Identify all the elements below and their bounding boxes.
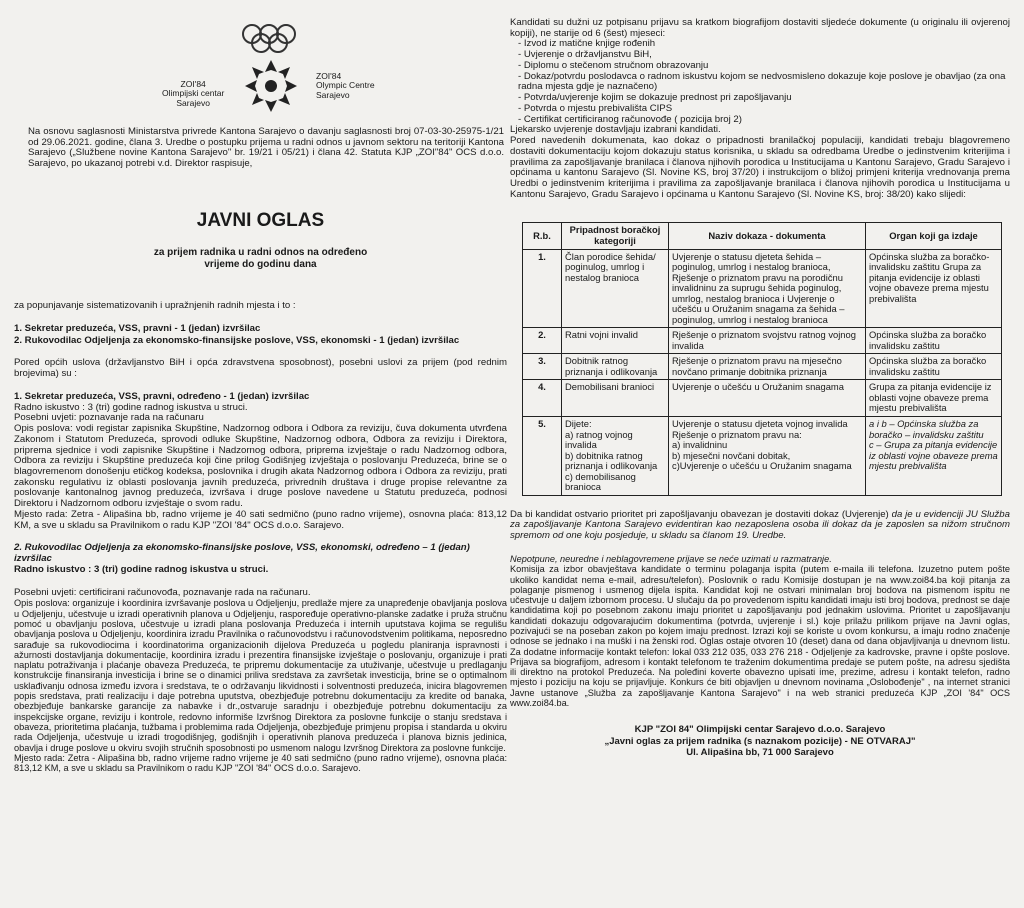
list-item: - Izvod iz matične knjige rođenih xyxy=(518,38,656,50)
position-list-item-2: 2. Rukovodilac Odjeljenja za ekonomsko-finansijske poslove, VSS, ekonomski - 1 (jedan) izvršilac xyxy=(14,334,460,346)
documents-intro: Kandidati su dužni uz potpisanu prijavu sa kratkom biografijom dostaviti sljedeće dokumente (u originalu ili ovjerenoj kopiji), ne starije od 6 (šest) mjeseci: xyxy=(510,17,1010,39)
position-1-place: Mjesto rada: Zetra - Alipašina bb, radno vrijeme je 40 sati sedmično (puno radno vrijeme), osnovna plaća: 813,12 KM, a sve u skladu sa Pravilnikom o radu KJP "ZOI '84" OCS d.o.o. Sarajevo. xyxy=(14,508,507,531)
priority-text: Pored navedenih dokumenata, kao dokaz o pripadnosti branilačkoj populaciji, kandidati trebaju blagovremeno dostaviti dokumentaciju kojom dokazuju status korisnika, u skladu sa odredbama Uredbe o jedinstvenim kriterijima i pravilima za zapošljavanje branilaca i članova njihovih porodica u Institucijama u Kantonu Sarajevo, Gradu Sarajevo i općinama u kantonu Sarajevo (Sl. Novine KS, broj 37/20) i instrukcijom o bližoj primjeni kriterija vrednovanja prema Uredbi o jedinstvenim kriterijima i pravilima za zapošljavanje branilaca i članova njihovih porodica u Institucijama u Kantonu Sarajevo, Gradu Sarajevo i općinama u Kantonu Sarajevo (Sl. Novine KS, broj: 38/20) kako slijedi: xyxy=(510,135,1010,200)
position-list-item-1: 1. Sekretar preduzeća, VSS, pravni - 1 (jedan) izvršilac xyxy=(14,322,261,334)
table-cell: Grupa za pitanja evidencije iz oblasti vojne obaveze prema mjestu prebivališta xyxy=(866,380,1002,417)
table-cell: Demobilisani branioci xyxy=(562,380,669,417)
table-cell: Općinska služba za boračko invalidsku zaštitu xyxy=(866,354,1002,380)
priority-note: Da bi kandidat ostvario prioritet pri zapošljavanju obavezan je dostaviti dokaz (Uvjerenje) da je u evidenciji JU Služba za zapošljavanje Kantona Sarajevo evidentiran kao nezaposlena osoba ili dokaz da je zaposlen sa nižom stručnom spremom od one koju posjeduje, u skladu sa članom 19. Uredbe. xyxy=(510,508,1010,542)
left-column xyxy=(14,0,507,773)
documents-list xyxy=(510,39,1010,125)
table-row xyxy=(523,416,1002,495)
right-column xyxy=(510,0,1010,759)
org-name-local: ZOI'84 Olimpijski centar Sarajevo xyxy=(162,79,225,108)
table-cell: 3. xyxy=(523,354,562,380)
list-item: - Diplomu o stečenom stručnom obrazovanju xyxy=(518,59,709,71)
table-row xyxy=(523,354,1002,380)
closing-note: Nepotpune, neuredne i neblagovremene prijave se neće uzimati u razmatranje. xyxy=(510,553,832,564)
documents-note: Ljekarsko uvjerenje dostavljaju izabrani kandidati. xyxy=(510,124,721,136)
table-cell: Uvjerenje o statusu djeteta vojnog invalida Rješenje o priznatom pravu na: a) invalidninu b) mjesečni novčani dobitak, c)Uvjerenje o učešću u Oružanim snagama xyxy=(669,416,866,495)
list-item: - Potvrda/uvjerenje kojim se dokazuje prednost pri zapošljavanju xyxy=(518,92,792,104)
org-name-english: ZOI'84 Olympic Centre Sarajevo xyxy=(316,71,375,100)
proof-table xyxy=(522,222,1002,495)
olympic-rings-logo xyxy=(242,24,312,52)
table-cell: Dijete: a) ratnog vojnog invalida b) dobitnika ratnog priznanja i odlikovanja c) demobilisanog branioca xyxy=(562,416,669,495)
table-cell: a i b – Općinska služba za boračko – invalidsku zaštitu c – Grupa za pitanja evidencije iz oblasti vojne obaveze prema mjestu prebivališta xyxy=(866,416,1002,495)
table-row xyxy=(523,328,1002,354)
footer-address: KJP "ZOI 84" Olimpijski centar Sarajevo d.o.o. Sarajevo „Javni oglas za prijem radnika (s naznakom pozicije) - NE OTVARAJ" Ul. Alipašina bb, 71 000 Sarajevo xyxy=(604,724,916,759)
table-header-row xyxy=(523,223,1002,249)
table-row xyxy=(523,249,1002,328)
closing-text: Komisija za izbor obavještava kandidate o terminu polaganja ispita (putem e-maila ili telefona. Izuzetno putem pošte ukoliko kandidat nema e-mail, adresu/telefon). Poslovnik o radu Komisije dostupan je na www.zoi84.ba koji pitanja za polaganje pismenog i usmenog dijela ispita. Kandidat koji ne ostvari minimalan broj bodova na pismenom ispitu ne učestvuje u daljem izbornom procesu. U slučaju da po provedenom ispitu kandidati imaju isti broj bodova, prednost se daje kandidatima koji po posebnom zakonu imaju prioritet u zapošljavanju pod jednakim uslovima. Prioritet u zapošljavanju kandidati dokazuju odgovarajućim dokumentima (potvrda, uvjerenje i sl.) koje prilažu prilikom prijave na Javni oglas, pozivajući se na poseban zakon po kojem imaju prednost. Izrazi koji se koriste u ovom konkursu, a imaju rodno značenje odnose se jednako i na muški i na ženski rod. Oglas ostaje otvoren 10 (deset) dana od dana objavljivanja u dnevnom listu. Za dodatne informacije kontakt telefon: lokal 033 212 035, 033 276 218 - Odjeljenje za kadrovske, pravne i opšte poslove. Prijava sa biografijom, adresom i kontakt telefonom te traženim dokumentima predaje se putem pošte, na adresu sjedišta ili direktno na protokol Preduzeća. Na poleđini koverte obavezno upisati ime, prezime, adresu i kontakt telefon, radno mjesto i poziciju na koju se prijavljuje. Konkurs će biti objavljen u dnevnom novinama „Oslobođenje" , na internet stranici Javne ustanove „Služba za zapošljavanje Kantona Sarajevo" i na web stranici preduzeća KJP „ZOI '84" OCS www.zoi84.ba. xyxy=(510,564,1010,709)
table-cell: 5. xyxy=(523,416,562,495)
table-header: Organ koji ga izdaje xyxy=(866,223,1002,249)
logo-header xyxy=(14,0,507,116)
table-header: Pripadnost boračkoj kategoriji xyxy=(562,223,669,249)
position-2-special: Posebni uvjeti: certificirani računovođa, poznavanje rada na računaru. xyxy=(14,586,311,598)
position-1-special: Posebni uvjeti: poznavanje rada na računaru xyxy=(14,412,204,424)
list-item: - Potvrda o mjestu prebivališta CIPS xyxy=(518,102,673,114)
list-item: - Certifikat certificiranog računovođe ( pozicija broj 2) xyxy=(518,113,742,125)
position-2-duties: Opis poslova: organizuje i koordinira izvršavanje poslova u Odjeljenju, predlaže mjere za unapređenje obavljanja poslova u Odjeljenju, učestvuje u izradi operativnih planova u Odjeljenju, raspoređuje operativno-planske zadatke i pruža stručnu pomoć u obavljanju poslova, učestvuje u izradi plana poslovanja Preduzeća i internih uputstava kojima se regulišu obavljanja poslova u Odjeljenju, koordinira izradu Pravilnika o računovodstvu i računovodstvenim politikama, neposredno sarađuje sa rukovodiocima i koordinatorima organizacionih dijelova Preduzeća u pogledu planiranja ispravnosti i ažurnosti dostavljanja dokumentacije, koordinira izradu i prezentira finansijske izvještaje o poslovanju, organizuje i prati naplatu potraživanja i plaćanje obaveza Preduzeća, te pripremu dokumentacije za utuživanje, učestvuje u predlaganju konstrukcije finansiranja investicija i brine se o dinamici priliva sredstava za završetak investicija, brine se o optimalnom usklađivanju odnosa između izvora i sredstava, te o održavanju likvidnosti i solventnosti preduzeća, inicira blagovremen popis sredstava, prati realizaciju i daje potrebna uputstva, obezbjeđuje potrebnu dokumentaciju za kredite od banaka, obezbjeđuje bankarske garancije za nabavke i dr.,ostvaruje saradnju i obezbjeđuje potrebnu dokumentaciju za inspekcijske organe, reviziju i kontrole, redovno informiše Izvršnog Direktora za poslovne funkcije o stanju sredstava i obaveza, prioritetima plaćanja, tužbama i problemima rada Odjeljenja, obezbjeđuje primjenu propisa i standarda u okviru rada Odjeljenja, učestvuje u izradi trogodišnjeg, godišnjih i operativnih planova preduzeća i planova biznis jedinica, obavlja i druge poslove u okviru svojih stručnih sposobnosti po usmenom nalogu Izvršnog Direktora za poslovne funkcije. xyxy=(14,598,507,753)
position-1-duties: Opis poslova: vodi registar zapisnika Skupštine, Nadzornog odbora i Odbora za reviziju, čuva dokumenta utvrđena Zakonom i Statutom Preduzeća, sprovodi odluke Skupštine, Nadzornog odbora, Odbora za reviziju i Direktora, priprema sjednice i vodi zapisnike Skupštine i Nadzornog odbora, priprema izvještaje o radu Nadzornog odbora, Odbora za reviziju i Skupštine preduzeća koji čine prilog Godišnjeg izvještaja o poslovanju Preduzeća, brine se o blagovremenom donošenju etičkog kodeksa, poslovnika i drugih akata Nadzornog odbora i Odbora za reviziju, prati zakonsku regulativu iz oblasti poslovanja javnih preduzeća, privrednih društava i druge propise relevantne za poslovanje kantonalnog javnog preduzeća, izvršava i druge poslove navedene u Statutu preduzeća, podnosi Direktoru i Nadzornom odboru izvještaje o svom radu. xyxy=(14,423,507,510)
table-cell: Uvjerenje o učešću u Oružanim snagama xyxy=(669,380,866,417)
list-item: - Dokaz/potvrdu poslodavca o radnom iskustvu kojom se nedvosmisleno dokazuje koje poslove je obavljao (za ona radna mjesta gdje je naznačeno) xyxy=(518,70,1006,93)
position-1-experience: Radno iskustvo : 3 (tri) godine radnog iskustva u struci. xyxy=(14,401,248,413)
table-cell: 1. xyxy=(523,249,562,328)
table-cell: Uvjerenje o statusu djeteta šehida – poginulog, umrlog i nestalog branioca, Rješenje o priznatom pravu na porodičnu invalidninu za suprugu šehida poginulog, umrlog, nestalog branioca i Uvjerenje o učešću u Oružanim snagama za šehida – poginulog, umrlog i nestalog branioca xyxy=(669,249,866,328)
subtitle: za prijem radnika u radni odnos na određeno vrijeme do godinu dana xyxy=(153,247,368,271)
table-cell: Rješenje o priznatom pravu na mjesečno novčano primanje dobitnika priznanja xyxy=(669,354,866,380)
position-2-place: Mjesto rada: Zetra - Alipašina bb, radno vrijeme radno vrijeme je 40 sati sedmično (puno radno vrijeme), osnovna plaća: 813,12 KM, a sve u skladu sa Pravilnikom o radu KJP "ZOI '84" OCS d.o.o. Sarajevo. xyxy=(14,752,507,774)
table-row xyxy=(523,380,1002,417)
table-cell: Općinska služba za boračko-invalidsku zaštitu Grupa za pitanja evidencije iz oblasti vojne obaveze prema mjestu prebivališta xyxy=(866,249,1002,328)
position-2-experience: Radno iskustvo : 3 (tri) godine radnog iskustva u struci. xyxy=(14,563,269,575)
zoi-emblem-logo xyxy=(243,58,299,114)
table-cell: Član porodice šehida/ poginulog, umrlog i nestalog branioca xyxy=(562,249,669,328)
page-title: JAVNI OGLAS xyxy=(196,209,325,231)
table-cell: Ratni vojni invalid xyxy=(562,328,669,354)
intro-paragraph: Na osnovu saglasnosti Ministarstva privrede Kantona Sarajevo o davanju saglasnosti broj 07-03-30-25975-1/21 od 29.06.2021. godine, člana 3. Uredbe o postupku prijema u radni odnos u javnom sektoru na teritoriji Kantona Sarajevo („Službene novine Kantona Sarajevo" br. 19/21 i 05/21) i člana 42. Statuta KJP „ZOI"84" OCS d.o.o. Sarajevo, po ukazanoj potrebi v.d. Direktor raspisuje, xyxy=(28,126,504,170)
table-cell: 4. xyxy=(523,380,562,417)
list-item: - Uvjerenje o državljanstvu BiH, xyxy=(518,49,652,61)
table-header: Naziv dokaza - dokumenta xyxy=(669,223,866,249)
table-cell: Rješenje o priznatom svojstvu ratnog vojnog invalida xyxy=(669,328,866,354)
table-cell: Općinska služba za boračko invalidsku zaštitu xyxy=(866,328,1002,354)
position-2-heading: 2. Rukovodilac Odjeljenja za ekonomsko-finansijske poslove, VSS, ekonomski, određeno – 1 (jedan) izvršilac xyxy=(14,542,470,565)
table-header: R.b. xyxy=(523,223,562,249)
position-1-heading: 1. Sekretar preduzeća, VSS, pravni, određeno - 1 (jedan) izvršilac xyxy=(14,390,310,402)
lead-text: za popunjavanje sistematizovanih i upražnjenih radnih mjesta i to : xyxy=(14,300,296,312)
table-body xyxy=(523,249,1002,495)
table-cell: 2. xyxy=(523,328,562,354)
general-conditions: Pored općih uslova (državljanstvo BiH i opća zdravstvena sposobnost), posebni uslovi za prijem (pod rednim brojevima) su : xyxy=(14,357,507,380)
table-cell: Dobitnik ratnog priznanja i odlikovanja xyxy=(562,354,669,380)
